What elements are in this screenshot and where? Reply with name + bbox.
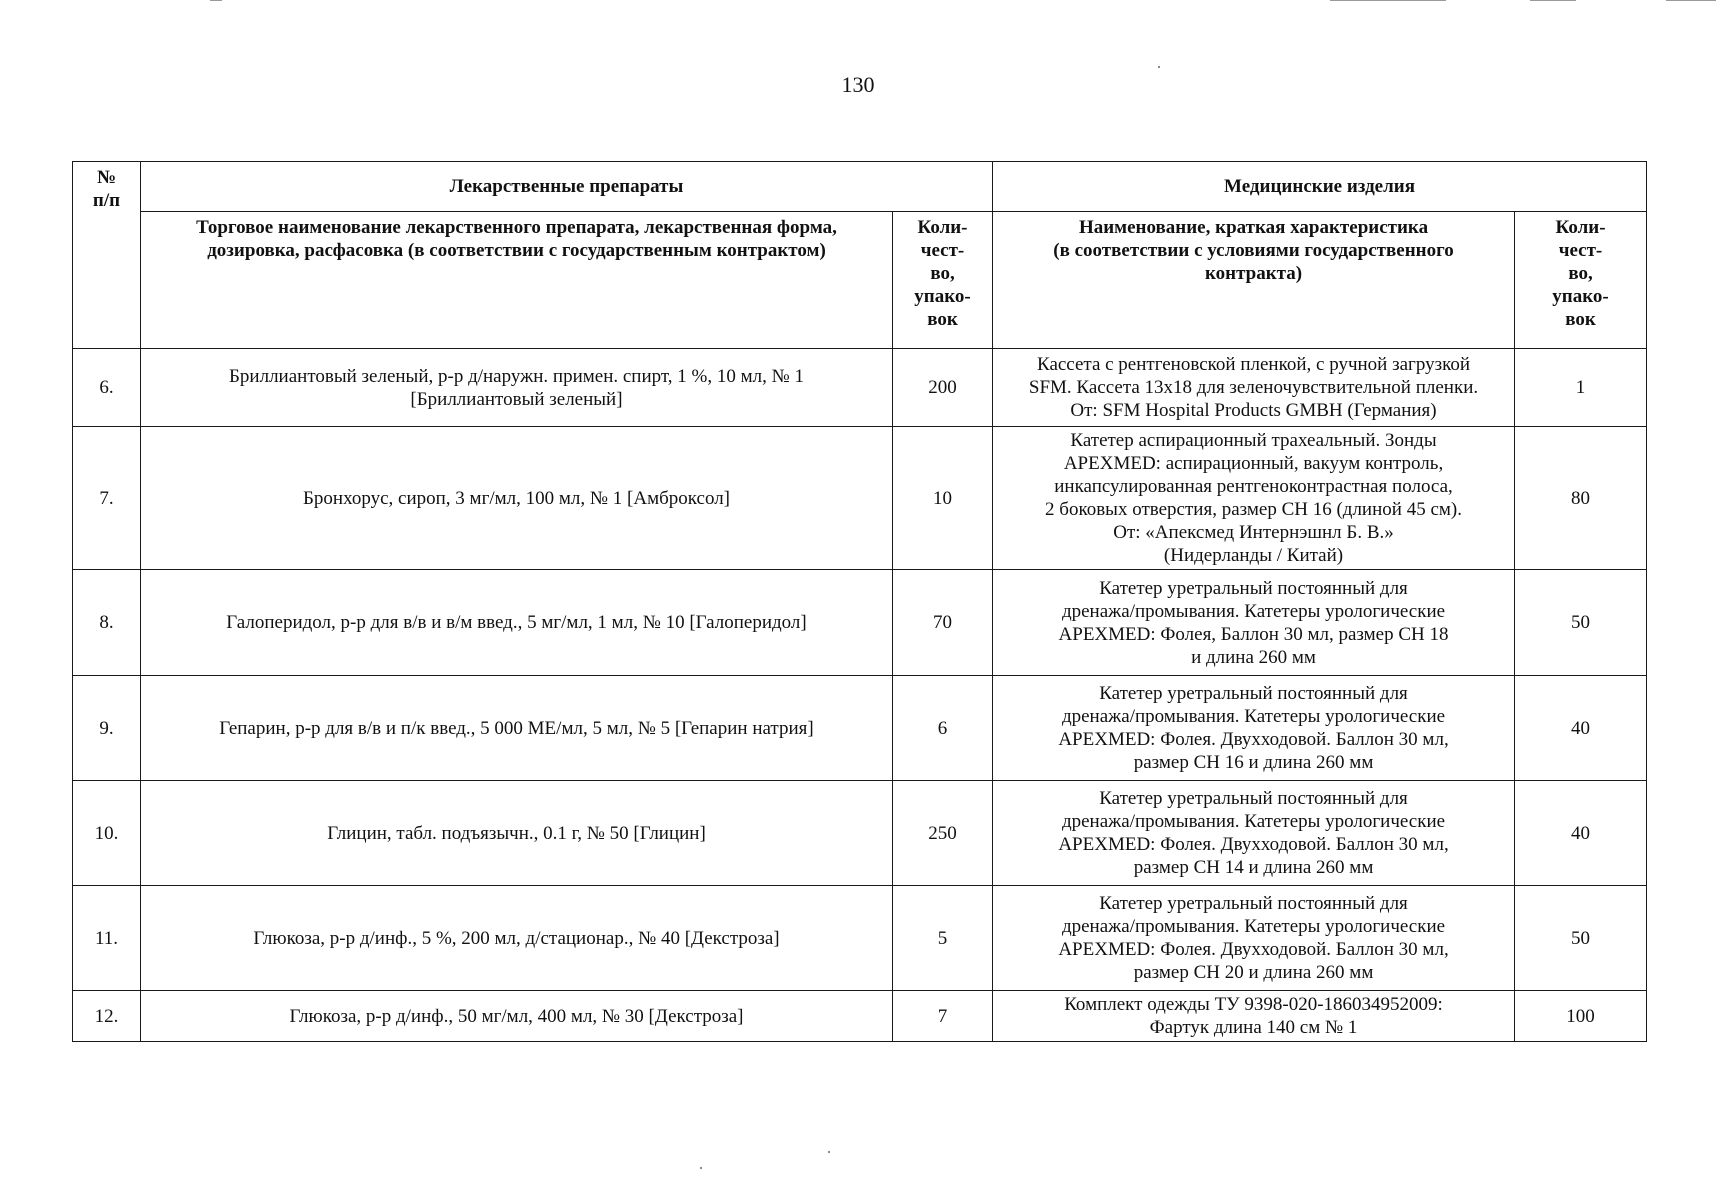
scan-artifact	[210, 0, 222, 1]
device-quantity: 50	[1515, 570, 1647, 676]
drug-name: Глицин, табл. подъязычн., 0.1 г, № 50 [Глицин]	[141, 781, 893, 886]
drug-quantity: 200	[893, 349, 993, 427]
scan-artifact	[700, 1167, 702, 1169]
row-number: 7.	[73, 427, 141, 570]
drug-name: Бриллиантовый зеленый, р-р д/наружн. примен. спирт, 1 %, 10 мл, № 1 [Бриллиантовый зеленый]	[141, 349, 893, 427]
header-devices-group: Медицинские изделия	[993, 162, 1647, 212]
drug-name: Глюкоза, р-р д/инф., 5 %, 200 мл, д/стационар., № 40 [Декстроза]	[141, 886, 893, 991]
device-name: Комплект одежды ТУ 9398-020-186034952009: Фартук длина 140 см № 1	[993, 991, 1515, 1042]
drug-quantity: 5	[893, 886, 993, 991]
row-number: 11.	[73, 886, 141, 991]
device-quantity: 50	[1515, 886, 1647, 991]
header-device-name: Наименование, краткая характеристика (в соответствии с условиями государственного контракта)	[993, 212, 1515, 349]
row-number: 8.	[73, 570, 141, 676]
drug-quantity: 10	[893, 427, 993, 570]
row-number: 10.	[73, 781, 141, 886]
drug-name: Галоперидол, р-р для в/в и в/м введ., 5 мг/мл, 1 мл, № 10 [Галоперидол]	[141, 570, 893, 676]
scan-artifact	[828, 1151, 830, 1153]
header-row-group	[73, 162, 1647, 212]
drug-name: Бронхорус, сироп, 3 мг/мл, 100 мл, № 1 [Амброксол]	[141, 427, 893, 570]
device-quantity: 40	[1515, 781, 1647, 886]
drug-quantity: 7	[893, 991, 993, 1042]
table-row	[73, 427, 1647, 570]
device-name: Катетер уретральный постоянный для дренажа/промывания. Катетеры урологические APEXMED: Фолея. Двухходовой. Баллон 30 мл, размер CH 20 и длина 260 мм	[993, 886, 1515, 991]
device-name: Катетер уретральный постоянный для дренажа/промывания. Катетеры урологические APEXMED: Фолея. Двухходовой. Баллон 30 мл, размер CH 16 и длина 260 мм	[993, 676, 1515, 781]
device-name: Кассета с рентгеновской пленкой, с ручной загрузкой SFM. Кассета 13x18 для зеленочувствительной пленки. От: SFM Hospital Products GMBH (Германия)	[993, 349, 1515, 427]
device-name: Катетер уретральный постоянный для дренажа/промывания. Катетеры урологические APEXMED: Фолея. Двухходовой. Баллон 30 мл, размер CH 14 и длина 260 мм	[993, 781, 1515, 886]
device-name: Катетер аспирационный трахеальный. Зонды APEXMED: аспирационный, вакуум контроль, инкапсулированная рентгеноконтрастная полоса, 2 боковых отверстия, размер CH 16 (длиной 45 см). От: «Апексмед Интернэшнл Б. В.» (Нидерланды / Китай)	[993, 427, 1515, 570]
medicines-devices-table	[72, 161, 1647, 1042]
drug-quantity: 6	[893, 676, 993, 781]
scan-artifact	[1530, 0, 1576, 1]
scan-artifact	[1666, 0, 1716, 1]
table-row	[73, 886, 1647, 991]
header-drug-qty: Коли- чест- во, упако- вок	[893, 212, 993, 349]
drug-name: Гепарин, р-р для в/в и п/к введ., 5 000 МЕ/мл, 5 мл, № 5 [Гепарин натрия]	[141, 676, 893, 781]
table-row	[73, 349, 1647, 427]
drug-quantity: 70	[893, 570, 993, 676]
drug-quantity: 250	[893, 781, 993, 886]
row-number: 12.	[73, 991, 141, 1042]
scan-artifact	[1158, 66, 1160, 68]
row-number: 9.	[73, 676, 141, 781]
header-device-qty: Коли- чест- во, упако- вок	[1515, 212, 1647, 349]
device-name: Катетер уретральный постоянный для дренажа/промывания. Катетеры урологические APEXMED: Фолея, Баллон 30 мл, размер CH 18 и длина 260 мм	[993, 570, 1515, 676]
device-quantity: 40	[1515, 676, 1647, 781]
row-number: 6.	[73, 349, 141, 427]
scan-artifact	[1330, 0, 1446, 1]
header-drug-name: Торговое наименование лекарственного препарата, лекарственная форма, дозировка, расфасовка (в соответствии с государственным контрактом)	[141, 212, 893, 349]
header-drugs-group: Лекарственные препараты	[141, 162, 993, 212]
device-quantity: 1	[1515, 349, 1647, 427]
table-row	[73, 570, 1647, 676]
device-quantity: 100	[1515, 991, 1647, 1042]
device-quantity: 80	[1515, 427, 1647, 570]
drug-name: Глюкоза, р-р д/инф., 50 мг/мл, 400 мл, № 30 [Декстроза]	[141, 991, 893, 1042]
page-number: 130	[841, 72, 875, 97]
table-row	[73, 676, 1647, 781]
table-row	[73, 991, 1647, 1042]
table-row	[73, 781, 1647, 886]
header-number: № п/п	[73, 162, 141, 349]
header-row-columns	[73, 212, 1647, 349]
